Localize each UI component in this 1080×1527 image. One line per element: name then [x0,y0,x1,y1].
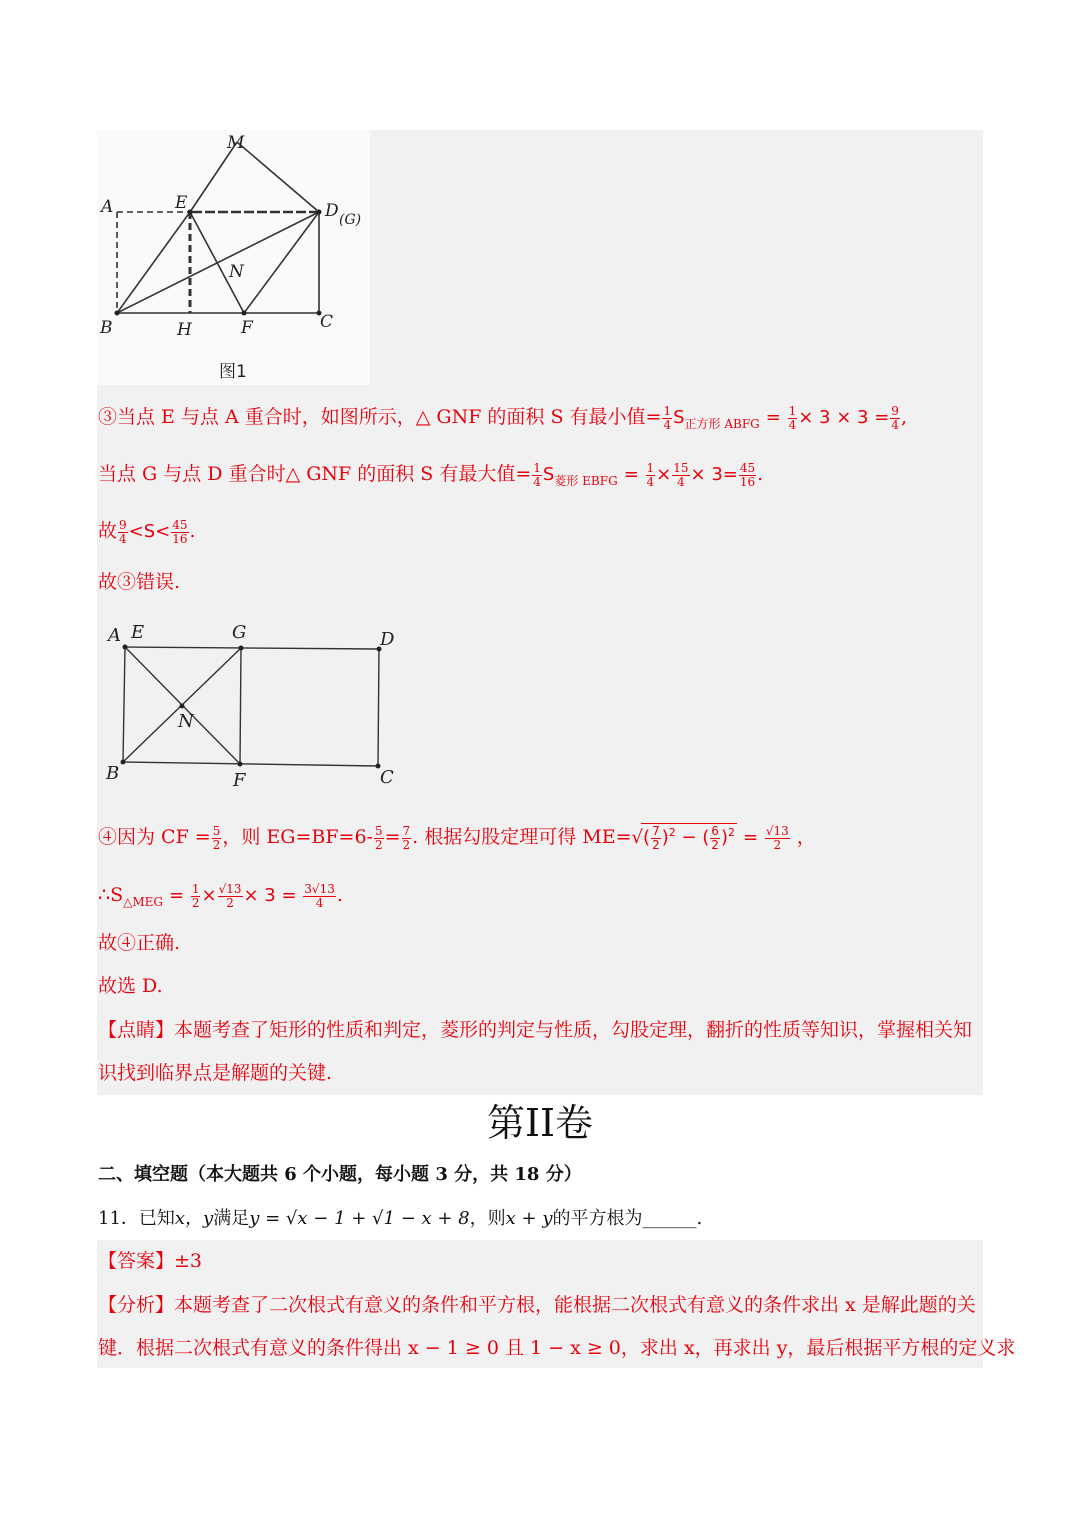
label-n: N [229,262,244,282]
label-b: B [100,318,113,338]
figure-1 [97,130,370,385]
q11-blank: ______. [642,1208,703,1229]
fig2-label-g: G [232,622,247,643]
item3-calc1: × 3 × 3 = [798,407,890,428]
item3-calc2: × 3= [690,464,738,485]
label-g: (G) [339,212,362,228]
item4-pyth: . 根据勾股定理可得 ME= [412,826,632,848]
fig2-label-c: C [380,767,394,788]
item3-intro: ③当点 E 与点 A 重合时，如图所示，△ GNF 的面积 S 有最小值= [98,406,662,428]
q11-ask: 的平方根为 [552,1208,643,1229]
q11-vars: x，y [174,1208,214,1229]
final-choice: 故选 D. [98,975,163,997]
item4-mid: ，则 EG=BF=6- [222,826,373,848]
label-a: A [101,197,114,217]
fig2-label-n: N [178,711,194,732]
comment-line2: 识找到临界点是解题的关键. [98,1062,333,1084]
label-h: H [177,320,192,340]
item4-conclusion: 故④正确. [98,932,181,954]
fig2-label-f: F [233,770,246,791]
item3-conclusion: 故③错误. [98,571,181,593]
q11-prefix: 11．已知 [98,1208,175,1229]
label-d: D [325,201,339,221]
item4-area-prefix: ∴S [98,884,124,906]
item3-line2: 当点 G 与点 D 重合时△ GNF 的面积 S 有最大值= $\frac{1}{4}$ $S_{菱形 EBFG}$ = $\frac{1}{4}$ × $\frac{15}{4}$ × 3= $\frac{45}{16}$ . [98,460,764,489]
label-m: M [227,133,245,153]
label-e: E [175,193,188,213]
item3-range: 故 $\frac{9}{4}$ <S< $\frac{45}{16}$ . [98,517,196,546]
q11-expr: x + y [505,1208,553,1229]
analysis-line1: 【分析】本题考查了二次根式有意义的条件和平方根，能根据二次根式有意义的条件求出 x 是解此题的关 [98,1294,976,1316]
q11-cond: 满足 [213,1208,250,1229]
item3-line2-intro: 当点 G 与点 D 重合时△ GNF 的面积 S 有最大值= [98,463,532,485]
item4-area: $\therefore S_{\triangle MEG}$ = $\frac{1}{2}$ × $\frac{√13}{2}$ × 3 = $\frac{3√13}{4}$ . [98,881,343,910]
fig2-label-e: E [131,622,145,643]
section-heading: 二、填空题（本大题共 6 个小题，每小题 3 分，共 18 分） [98,1164,582,1185]
label-c: C [320,312,334,332]
fig2-label-a: A [108,625,121,646]
answer-line: 【答案】±3 [98,1250,203,1272]
fig2-label-b: B [106,763,120,784]
q11-eq: y = √x − 1 + √1 − x + 8 [249,1208,470,1229]
item4-area-sub: △MEG [123,895,163,909]
item3-sub1: 正方形 ABFG [684,417,760,431]
comment-line1: 【点睛】本题考查了矩形的性质和判定，菱形的判定与性质，勾股定理，翻折的性质等知识，掌握相关知 [98,1019,973,1041]
item3-sub2: 菱形 EBFG [554,474,618,488]
part2-title: 第II卷 [486,1101,594,1145]
figure-2 [97,618,417,796]
item3-line1: ③当点 E 与点 A 重合时，如图所示，△ GNF 的面积 S 有最小值= $\frac{1}{4}$ $S_{正方形 ABFG}$ = $\frac{1}{4}$ × 3 × 3 = $\frac{9}{4}$ , [98,403,907,432]
question-11 [98,1204,702,1234]
fig2-label-d: D [380,629,395,650]
item4-mid2: = [384,826,401,848]
item3-range-prefix: 故 [98,520,118,542]
analysis-line2: 键．根据二次根式有意义的条件得出 x − 1 ≥ 0 且 1 − x ≥ 0，求出 x，再求出 y，最后根据平方根的定义求 [98,1337,1016,1359]
item4-line: ④因为 CF = $\frac{5}{2}$ ，则 EG=BF=6- $\frac{5}{2}$ = $\frac{7}{2}$ . 根据勾股定理可得 ME=√( $\frac{7}{2}$ )$^2$ − ( $\frac{6}{2}$ )$^2$ = $\frac{√13}{2}$ ， [98,823,816,852]
q11-then: ，则 [469,1208,506,1229]
label-f: F [241,318,253,338]
item4-intro: ④因为 CF = [98,826,211,848]
figure-1-caption: 图1 [219,362,247,382]
